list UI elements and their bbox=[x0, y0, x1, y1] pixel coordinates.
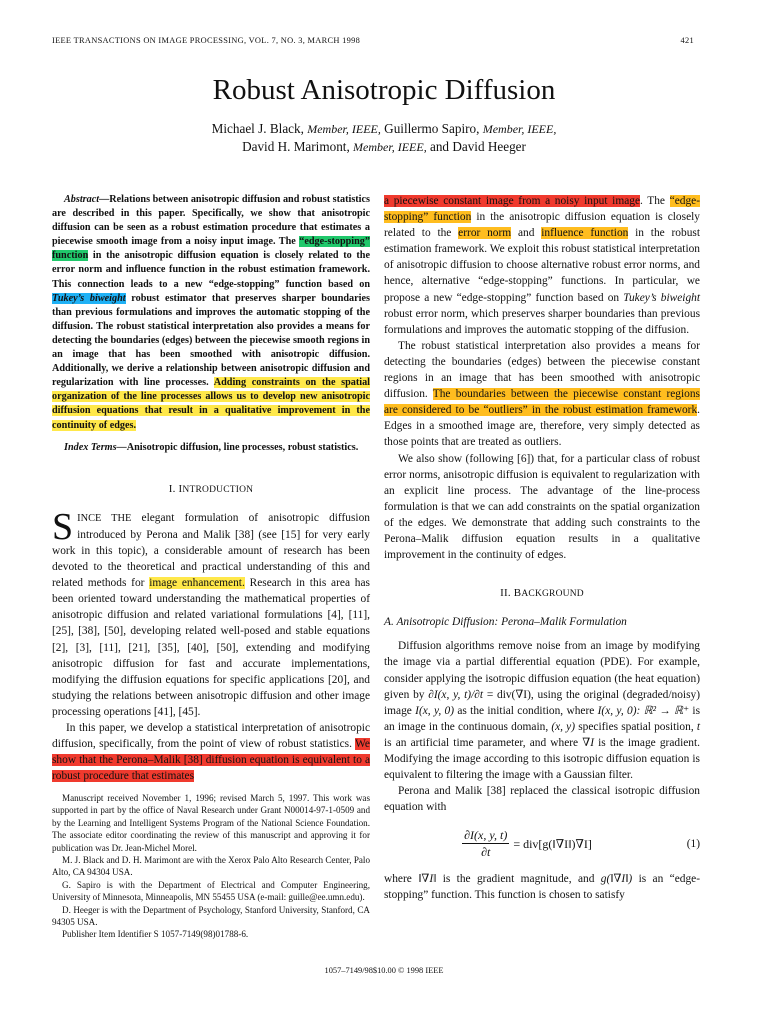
right-paragraph-1 bbox=[384, 193, 700, 338]
body-text: The robust statistical interpretation also provides a means for detecting the boundaries (edges) between the piecewise constant regions in an image that has been smoothed with anisotropic diffusion. bbox=[384, 339, 700, 401]
footnote: D. Heeger is with the Department of Psychology, Stanford University, Stanford, CA 94305 USA. bbox=[52, 904, 370, 928]
body-text: specifies spatial position, bbox=[575, 720, 697, 733]
body-text: . Edges in a smoothed image are, therefore, very simply detected as those points that are treated as outliers. bbox=[384, 404, 700, 449]
highlight-orange: error norm bbox=[458, 227, 512, 240]
author-membership: Member, IEEE, bbox=[307, 122, 381, 136]
math-inline: I(x, y, 0): ℝ² → ℝ⁺ bbox=[597, 704, 690, 717]
right-paragraph-2 bbox=[384, 338, 700, 451]
highlight-yellow: Adding constraints on the spatial organization of the line processes allows us to develop new anisotropic diffusion equations that result in a qualitative improvement in the continuity of edges. bbox=[52, 377, 370, 431]
footnote: G. Sapiro is with the Department of Electrical and Computer Engineering, University of Minnesota, Minneapolis, MN 55455 USA (e-mail: guille@ee.umn.edu). bbox=[52, 879, 370, 903]
body-text: is an image in the continuous domain, bbox=[384, 704, 701, 733]
equation-rhs: = div[g(‖∇I‖)∇I] bbox=[513, 836, 592, 851]
page-number: 421 bbox=[680, 36, 694, 45]
subsection-heading: A. Anisotropic Diffusion: Perona–Malik Formulation bbox=[384, 616, 627, 629]
body-text: and bbox=[511, 227, 542, 240]
section-heading-initial: B bbox=[513, 587, 522, 600]
section-heading-rest: NTRODUCTION bbox=[182, 484, 254, 495]
intro-paragraph-2 bbox=[52, 720, 370, 784]
body-text: robust error norm, which preserves sharper boundaries than previous formulations and improves the automatic stopping of the diffusion. bbox=[384, 307, 700, 336]
highlight-red: We show that the Perona–Malik [38] diffusion equation is equivalent to a robust procedure that estimates bbox=[52, 738, 370, 783]
right-paragraph-3: We also show (following [6]) that, for a particular class of robust error norms, anisotropic diffusion is equivalent to regularization with an explicit line process. The advantage of the line-process formulation is that we can add constraints on the spatial organization of the edges. We demonstrate that adding such constraints to the Perona–Malik diffusion equation results in a qualitative improvement in the continuity of edges. bbox=[384, 452, 700, 562]
section-numeral: I. bbox=[168, 482, 176, 495]
drop-cap: S bbox=[52, 505, 74, 548]
highlight-orange: “edge-stopping” function bbox=[384, 195, 700, 224]
abstract-text: Relations between anisotropic diffusion and robust statistics are described in this paper. Specifically, we show that anisotropic diffusion can be seen as a robust estimation procedure that estimates a piecewise smooth image from a noisy input image. The bbox=[52, 194, 370, 248]
footnotes bbox=[52, 792, 370, 941]
footnote: Manuscript received November 1, 1996; revised March 5, 1997. This work was supported in part by the office of Naval Research under Grant N00014-97-1-0509 and by the Learning and Intelligent Systems Program of the National Science Foundation. The associate editor coordinating the review of this manuscript and approving it for publication was Dr. Jean-Michel Morel. bbox=[52, 793, 370, 853]
body-text: as the initial condition, where bbox=[454, 704, 598, 717]
index-terms-label: Index Terms— bbox=[64, 441, 127, 453]
section-heading-initial: I bbox=[178, 482, 183, 495]
body-text: is an artificial time parameter, and where bbox=[384, 736, 583, 749]
author-block bbox=[0, 120, 768, 156]
body-text: is an “edge-stopping” function. This function is chosen to satisfy bbox=[384, 872, 700, 901]
copyright-footer: 1057–7149/98$10.00 © 1998 IEEE bbox=[324, 966, 444, 975]
body-text: is the image gradient. Modifying the image according to this isotropic diffusion equation is equivalent to filtering the image with a Gaussian filter. bbox=[384, 736, 701, 782]
math-inline: ∂I(x, y, t)/∂t bbox=[428, 688, 484, 701]
body-text: = div(∇I), using the original (degraded/noisy) image bbox=[384, 688, 700, 717]
equation-body bbox=[384, 827, 670, 860]
intro-text: elegant formulation of anisotropic diffusion introduced by Perona and Malik [38] (see [15] for very early work in this topic), a considerable amount of research has been devoted to the theoretical and practical understanding of this and related methods for bbox=[52, 511, 370, 590]
body-text: in the anisotropic diffusion equation is closely related to the bbox=[384, 211, 700, 240]
left-column bbox=[52, 193, 370, 784]
author-name: and David Heeger bbox=[429, 139, 526, 154]
intro-text: In this paper, we develop a statistical interpretation of anisotropic diffusion, specifically, from the point of view of robust statistics. bbox=[52, 722, 370, 751]
highlight-orange: influence function bbox=[541, 227, 629, 240]
highlight-orange: The boundaries between the piecewise constant regions are considered to be “outliers” in the robust estimation framework bbox=[384, 388, 700, 417]
body-text: Diffusion algorithms remove noise from an image by modifying the image via a partial differential equation (PDE). For example, consider applying the isotropic diffusion equation (the heat equation) given by bbox=[384, 640, 700, 701]
author-name: Guillermo Sapiro, bbox=[384, 121, 480, 136]
author-name: David H. Marimont, bbox=[242, 139, 350, 154]
intro-lead: INCE THE bbox=[77, 512, 132, 524]
body-text: in the robust estimation framework. We exploit this robust statistical interpretation of anisotropic diffusion to choose alternative robust error norms, and hence, alternative “edge-stopping” functions. In particular, we propose a new “edge-stopping” function based on bbox=[384, 227, 700, 304]
highlight-red: a piecewise constant image from a noisy input image bbox=[384, 195, 640, 207]
body-text: is the gradient magnitude, and bbox=[436, 872, 601, 885]
math-inline: g(‖∇I‖) bbox=[600, 872, 633, 885]
author-membership: Member, IEEE, bbox=[353, 140, 427, 154]
right-column bbox=[384, 193, 700, 903]
background-paragraph-1 bbox=[384, 638, 700, 783]
section-heading-background bbox=[384, 585, 700, 602]
footnote: M. J. Black and D. H. Marimont are with the Xerox Palo Alto Research Center, Palo Alto, CA 94304 USA. bbox=[52, 855, 370, 878]
tukey-biweight: Tukey’s biweight bbox=[623, 291, 700, 304]
equation-number: (1) bbox=[686, 837, 700, 850]
author-line-2 bbox=[0, 138, 768, 156]
math-inline: t bbox=[696, 720, 700, 733]
section-heading-rest: ACKGROUND bbox=[521, 589, 584, 600]
highlight-green: “edge-stopping” function bbox=[52, 236, 370, 262]
index-terms bbox=[52, 441, 370, 455]
background-paragraph-3 bbox=[384, 871, 700, 903]
abstract-label: Abstract— bbox=[64, 194, 110, 205]
abstract-text: robust estimator that preserves sharper boundaries than previous formulations and improves the automatic stopping of the diffusion. The robust statistical interpretation also provides a means for detecting the boundaries (edges) between the piecewise smooth regions in an image that has been smoothed with anisotropic diffusion. Additionally, we derive a relationship between anisotropic diffusion and regularization with line processes. bbox=[52, 292, 370, 389]
math-inline: (x, y) bbox=[551, 720, 576, 733]
section-numeral: II. bbox=[500, 587, 511, 600]
abstract-tukey: Tukey’s biweight bbox=[52, 292, 126, 304]
equation-fraction bbox=[462, 827, 509, 860]
background-paragraph-2: Perona and Malik [38] replaced the classical isotropic diffusion equation with bbox=[384, 785, 700, 814]
footnote: Publisher Item Identifier S 1057-7149(98)01788-6. bbox=[62, 929, 249, 940]
equation-numerator: ∂I(x, y, t) bbox=[462, 827, 509, 844]
body-text: . The bbox=[640, 195, 670, 207]
section-heading-introduction bbox=[52, 481, 370, 498]
highlight-blue bbox=[52, 293, 126, 304]
author-name: Michael J. Black, bbox=[211, 121, 304, 136]
abstract bbox=[52, 193, 370, 433]
equation-denominator: ∂t bbox=[481, 845, 491, 860]
abstract-text: in the anisotropic diffusion equation is closely related to the error norm and influence function in the robust estimation framework. This connection leads to a new “edge-stopping” function based on bbox=[52, 250, 370, 290]
math-inline: ∇I bbox=[582, 736, 594, 749]
author-line-1 bbox=[0, 120, 768, 138]
highlight-yellow: image enhancement. bbox=[149, 577, 245, 590]
author-membership: Member, IEEE, bbox=[482, 122, 557, 136]
intro-paragraph-1 bbox=[52, 505, 370, 720]
journal-name: IEEE TRANSACTIONS ON IMAGE PROCESSING, VOL. 7, NO. 3, MARCH 1998 bbox=[52, 36, 361, 45]
equation-1 bbox=[384, 827, 700, 860]
paper-title: Robust Anisotropic Diffusion bbox=[212, 74, 556, 106]
intro-text: Research in this area has been oriented toward understanding the mathematical properties of anisotropic diffusion and related variational formulations [4], [11], [25], [38], [50], developing related well-posed and stable equations [2], [3], [11], [21], [35], [40], [50], extending and modifying anisotropic diffusion for fast and accurate implementations, modifying the diffusion equations for specific applications [20], and studying the relations between anisotropic diffusion and other image processing operations [41], [45]. bbox=[52, 577, 370, 718]
math-inline: I(x, y, 0) bbox=[415, 704, 455, 717]
body-text: where bbox=[384, 872, 419, 885]
math-inline: ‖∇I‖ bbox=[418, 872, 437, 885]
index-terms-text: Anisotropic diffusion, line processes, robust statistics. bbox=[126, 441, 359, 453]
running-head bbox=[52, 36, 694, 45]
